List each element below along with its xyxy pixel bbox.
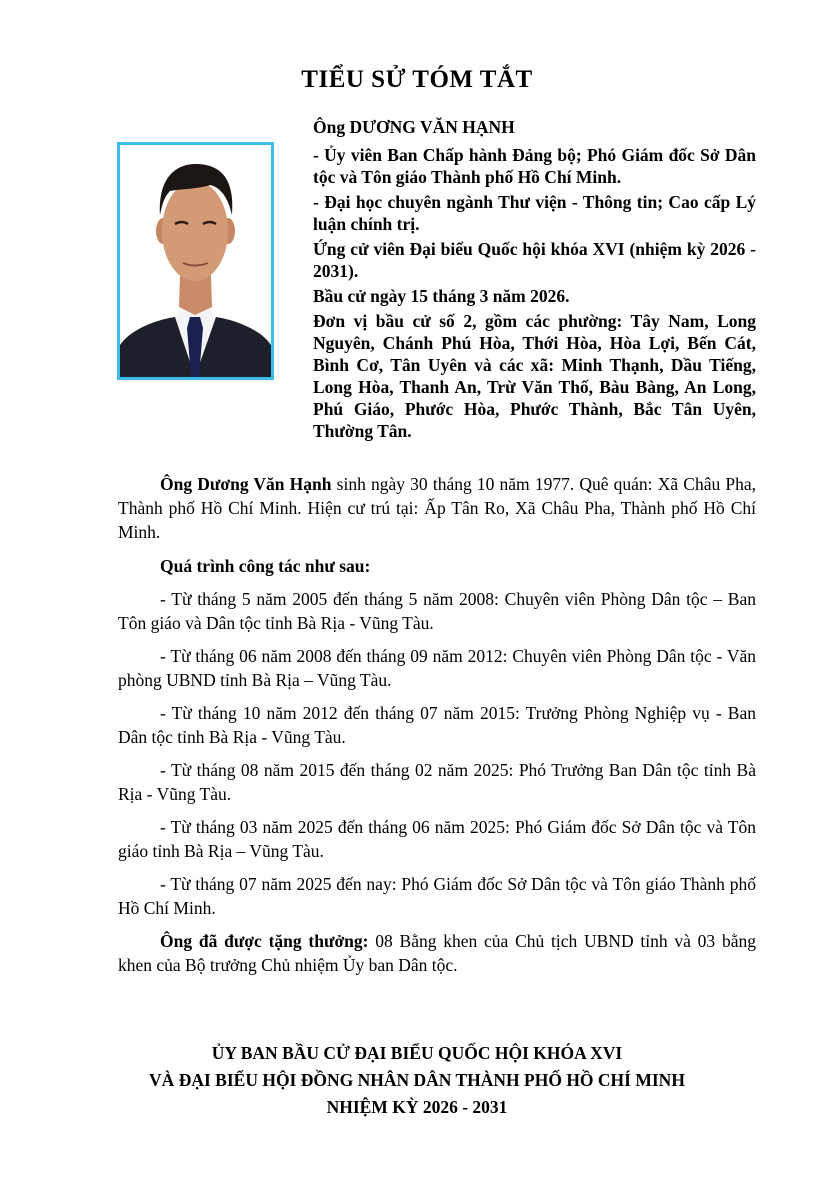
bio-intro bbox=[118, 472, 756, 544]
issuing-authority bbox=[0, 1040, 834, 1121]
constituency: Đơn vị bầu cử số 2, gồm các phường: Tây Nam, Long Nguyên, Chánh Phú Hòa, Thới Hòa, Hòa Lợi, Bến Cát, Bình Cơ, Tân Uyên và các xã: Minh Thạnh, Dầu Tiếng, Long Hòa, Thanh An, Trừ Văn Thố, Bàu Bàng, An Long, Phú Giáo, Phước Hòa, Phước Thành, Bắc Tân Uyên, Thường Tân. bbox=[313, 311, 756, 441]
awards-label: Ông đã được tặng thưởng: bbox=[160, 931, 369, 951]
candidate-education: - Đại học chuyên ngành Thư viện - Thông tin; Cao cấp Lý luận chính trị. bbox=[313, 192, 756, 234]
career-item: - Từ tháng 03 năm 2025 đến tháng 06 năm 2025: Phó Giám đốc Sở Dân tộc và Tôn giáo tỉnh Bà Rịa – Vũng Tàu. bbox=[118, 817, 756, 861]
authority-line-2: VÀ ĐẠI BIỂU HỘI ĐỒNG NHÂN DÂN THÀNH PHỐ HỒ CHÍ MINH bbox=[149, 1070, 685, 1090]
career-item: - Từ tháng 07 năm 2025 đến nay: Phó Giám đốc Sở Dân tộc và Tôn giáo Thành phố Hồ Chí Minh. bbox=[118, 874, 756, 918]
career-item: - Từ tháng 06 năm 2008 đến tháng 09 năm 2012: Chuyên viên Phòng Dân tộc - Văn phòng UBND tỉnh Bà Rịa – Vũng Tàu. bbox=[118, 646, 756, 690]
candidate-candidacy: Ứng cử viên Đại biểu Quốc hội khóa XVI (nhiệm kỳ 2026 - 2031). bbox=[313, 239, 756, 281]
candidate-name: Ông DƯƠNG VĂN HẠNH bbox=[313, 117, 515, 137]
authority-line-3: NHIỆM KỲ 2026 - 2031 bbox=[326, 1097, 508, 1117]
awards-text: 08 Bằng khen của Chủ tịch UBND tỉnh và 03 bằng khen của Bộ trưởng Chủ nhiệm Ủy ban Dân tộc. bbox=[118, 931, 756, 975]
career-item: - Từ tháng 5 năm 2005 đến tháng 5 năm 2008: Chuyên viên Phòng Dân tộc – Ban Tôn giáo và Dân tộc tỉnh Bà Rịa - Vũng Tàu. bbox=[118, 589, 756, 633]
candidate-position: - Ủy viên Ban Chấp hành Đảng bộ; Phó Giám đốc Sở Dân tộc và Tôn giáo Thành phố Hồ Chí Minh. bbox=[313, 145, 756, 187]
bio-intro-name: Ông Dương Văn Hạnh bbox=[160, 474, 332, 494]
candidate-portrait bbox=[117, 142, 274, 380]
bio-intro-text: sinh ngày 30 tháng 10 năm 1977. Quê quán: Xã Châu Pha, Thành phố Hồ Chí Minh. Hiện cư trú tại: Ấp Tân Ro, Xã Châu Pha, Thành phố Hồ Chí Minh. bbox=[118, 474, 756, 542]
election-date: Bầu cử ngày 15 tháng 3 năm 2026. bbox=[313, 286, 570, 306]
career-item: - Từ tháng 08 năm 2015 đến tháng 02 năm 2025: Phó Trưởng Ban Dân tộc tỉnh Bà Rịa - Vũng Tàu. bbox=[118, 760, 756, 804]
authority-line-1: ỦY BAN BẦU CỬ ĐẠI BIỂU QUỐC HỘI KHÓA XVI bbox=[211, 1043, 623, 1063]
candidate-summary bbox=[313, 116, 756, 448]
career-item: - Từ tháng 10 năm 2012 đến tháng 07 năm 2015: Trưởng Phòng Nghiệp vụ - Ban Dân tộc tỉnh Bà Rịa - Vũng Tàu. bbox=[118, 703, 756, 747]
awards bbox=[118, 929, 756, 977]
page-title: TIỂU SỬ TÓM TẮT bbox=[301, 66, 533, 93]
portrait-image bbox=[120, 145, 271, 377]
biography bbox=[118, 472, 756, 977]
career-heading: Quá trình công tác như sau: bbox=[160, 556, 371, 576]
